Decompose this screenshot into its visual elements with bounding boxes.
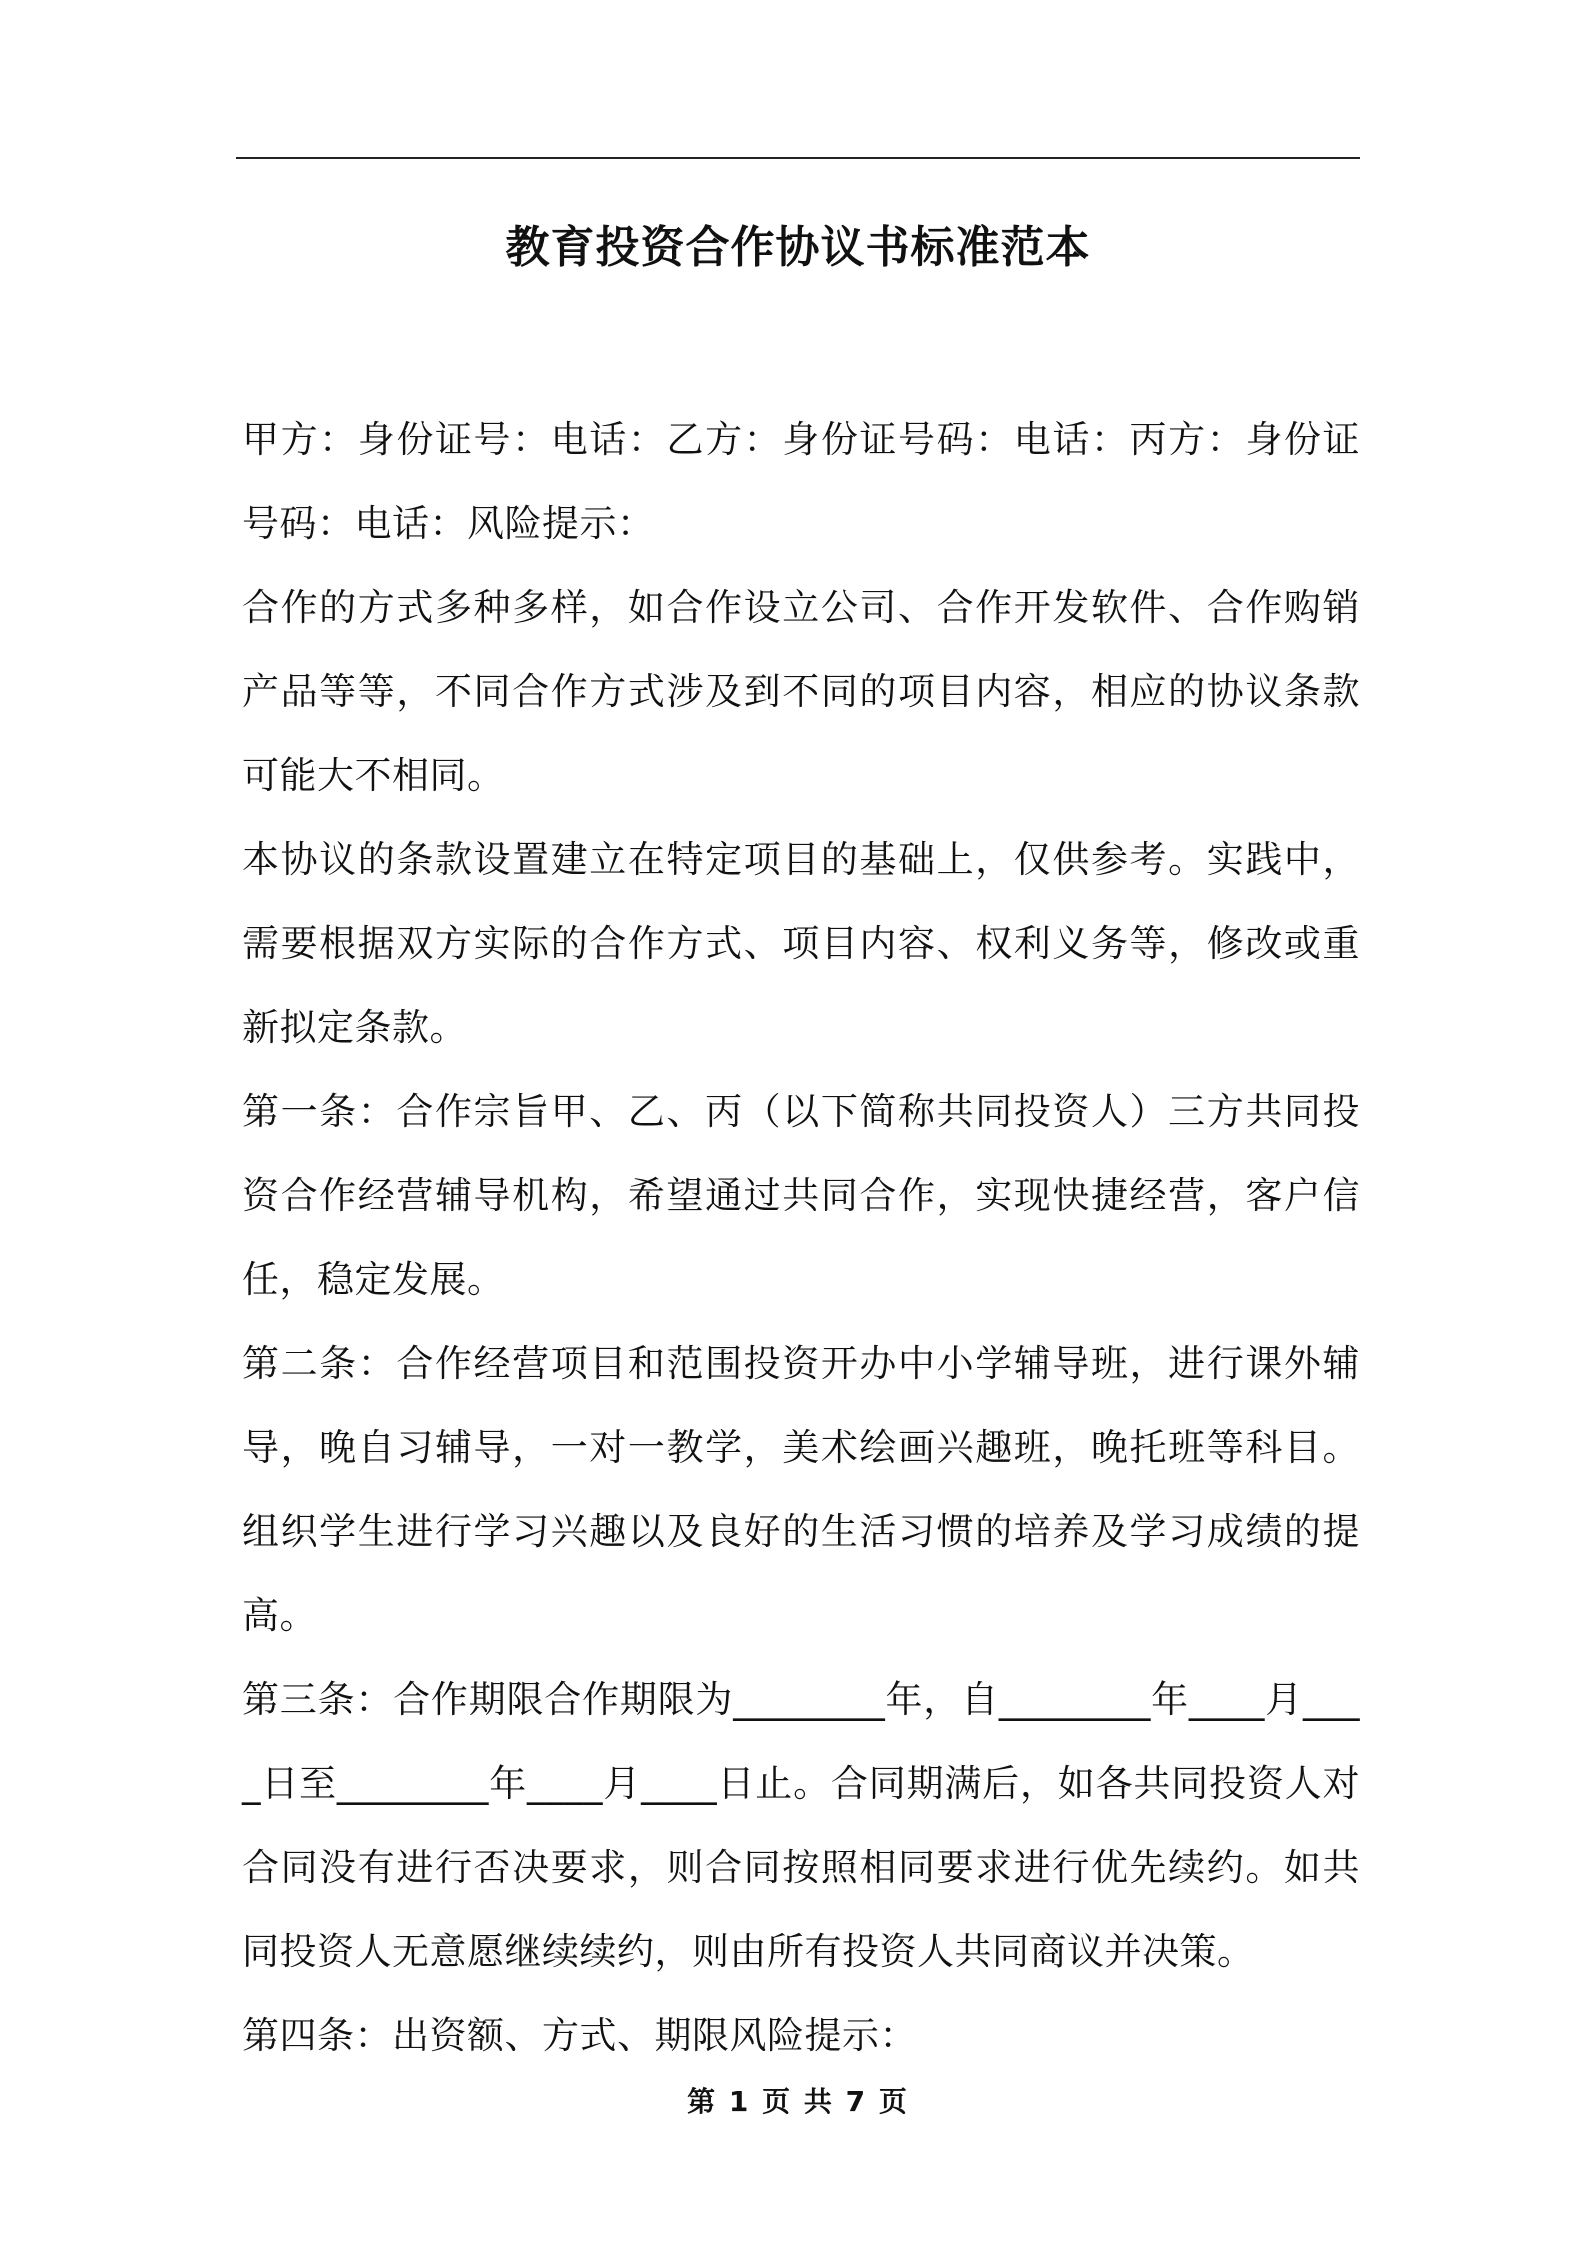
paragraph-article-4: 第四条：出资额、方式、期限风险提示： [242, 2014, 917, 2057]
paragraph-article-2: 第二条：合作经营项目和范围投资开办中小学辅导班，进行课外辅导，晚自习辅导，一对一教学，美术绘画兴趣班，晚托班等科目。组织学生进行学习兴趣以及良好的生活习惯的培养及学习成绩的提高。 [242, 1342, 1360, 1637]
paragraph-article-3: 第三条：合作期限合作期限为________年，自________年____月____日至________年____月____日止。合同期满后，如各共同投资人对合同没有进行否决要求，则合同按照相同要求进行优先续约。如共同投资人无意愿继续续约，则由所有投资人共同商议并决策。 [242, 1678, 1360, 1973]
page-number: 第 1 页 共 7 页 [687, 2085, 909, 2118]
document-body [242, 398, 1360, 2078]
header-rule [236, 157, 1360, 159]
paragraph-parties: 甲方：身份证号：电话：乙方：身份证号码：电话：丙方：身份证号码：电话：风险提示： [242, 418, 1360, 545]
paragraph-cooperation-methods: 合作的方式多种多样，如合作设立公司、合作开发软件、合作购销产品等等，不同合作方式涉及到不同的项目内容，相应的协议条款可能大不相同。 [242, 586, 1360, 797]
paragraph-article-1: 第一条：合作宗旨甲、乙、丙（以下简称共同投资人）三方共同投资合作经营辅导机构，希望通过共同合作，实现快捷经营，客户信任，稳定发展。 [242, 1090, 1360, 1301]
document-title: 教育投资合作协议书标准范本 [505, 222, 1091, 273]
paragraph-reference-note: 本协议的条款设置建立在特定项目的基础上，仅供参考。实践中，需要根据双方实际的合作方式、项目内容、权利义务等，修改或重新拟定条款。 [242, 838, 1360, 1049]
